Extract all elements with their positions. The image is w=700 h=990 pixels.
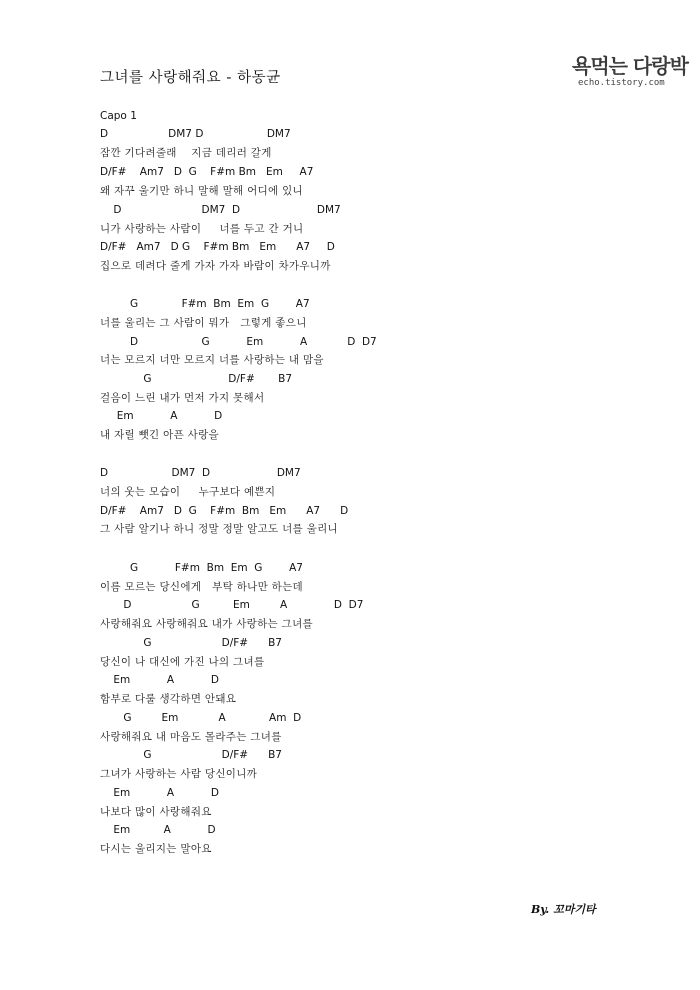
watermark-logo xyxy=(572,50,688,94)
page-title: 그녀를 사랑해줘요 - 하동균 xyxy=(100,70,281,86)
chord-line: D/F# Am7 D G F#m Bm Em A7 xyxy=(100,166,314,178)
signature: By. 꼬마기타 xyxy=(531,903,596,916)
chord-line: G F#m Bm Em G A7 xyxy=(100,562,303,574)
logo-url-text: echo.tistory.com xyxy=(578,78,665,88)
chord-line: Em A D xyxy=(100,410,223,422)
lyric-line: 사랑해줘요 사랑해줘요 내가 사랑하는 그녀를 xyxy=(100,618,313,630)
lyric-line: 함부로 다룰 생각하면 안돼요 xyxy=(100,693,237,705)
logo-main-text: 욕먹는 다랑박 xyxy=(572,54,688,78)
lyric-line: 나보다 많이 사랑해줘요 xyxy=(100,806,212,818)
chord-line: D G Em A D D7 xyxy=(100,336,377,348)
lyric-line: 너를 울리는 그 사람이 뭐가 그렇게 좋으니 xyxy=(100,317,307,329)
lyric-line: 니가 사랑하는 사람이 너를 두고 간 거니 xyxy=(100,223,304,235)
lyric-line: 집으로 데려다 줄게 가자 가자 바람이 차가우니까 xyxy=(100,260,331,272)
lyric-line: 내 자릴 뺏긴 아픈 사랑을 xyxy=(100,429,219,441)
chord-line: D DM7 D DM7 xyxy=(100,467,301,479)
chord-line: Em A D xyxy=(100,787,219,799)
lyric-line: 다시는 울리지는 말아요 xyxy=(100,843,212,855)
lyric-line: 잠깐 기다려줄래 지금 데리러 갈게 xyxy=(100,147,272,159)
chord-line: Em A D xyxy=(100,824,216,836)
chord-line: D G Em A D D7 xyxy=(100,599,364,611)
chord-line: D DM7 D DM7 xyxy=(100,128,291,140)
chord-line: Em A D xyxy=(100,674,219,686)
chord-line: G D/F# B7 xyxy=(100,373,292,385)
lyric-line: 사랑해줘요 내 마음도 몰라주는 그녀를 xyxy=(100,731,282,743)
chord-line: D DM7 D DM7 xyxy=(100,204,341,216)
lyric-line: 그 사람 알기나 하니 정말 정말 알고도 너를 울리니 xyxy=(100,523,338,535)
chord-line: D/F# Am7 D G F#m Bm Em A7 D xyxy=(100,505,349,517)
capo-note: Capo 1 xyxy=(100,110,137,122)
lyric-line: 당신이 나 대신에 가진 나의 그녀를 xyxy=(100,656,265,668)
chord-line: D/F# Am7 D G F#m Bm Em A7 D xyxy=(100,241,335,253)
chord-line: G F#m Bm Em G A7 xyxy=(100,298,310,310)
chord-line: G D/F# B7 xyxy=(100,637,282,649)
lyric-line: 걸음이 느린 내가 먼저 가지 못해서 xyxy=(100,392,265,404)
chord-line: G Em A Am D xyxy=(100,712,302,724)
lyric-line: 너는 모르지 너만 모르지 너를 사랑하는 내 맘을 xyxy=(100,354,324,366)
lyric-line: 너의 웃는 모습이 누구보다 예쁜지 xyxy=(100,486,276,498)
lyric-line: 왜 자꾸 울기만 하니 말해 말해 어디에 있니 xyxy=(100,185,303,197)
lyric-line: 이름 모르는 당신에게 부탁 하나만 하는데 xyxy=(100,581,303,593)
lyric-line: 그녀가 사랑하는 사람 당신이니까 xyxy=(100,768,258,780)
chord-line: G D/F# B7 xyxy=(100,749,282,761)
